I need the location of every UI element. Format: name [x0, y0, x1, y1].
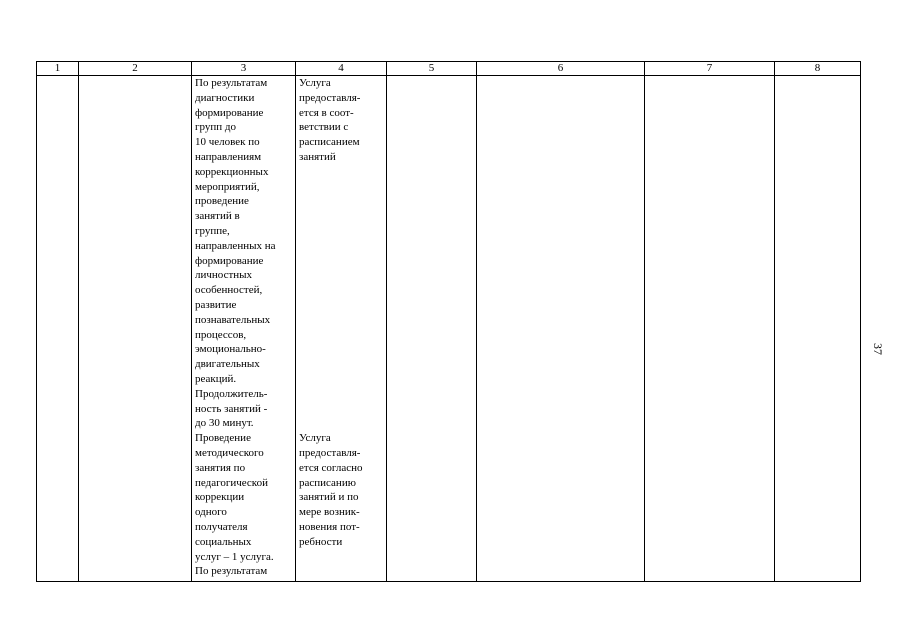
header-cell-3: 3 — [192, 62, 296, 76]
header-cell-1: 1 — [37, 62, 79, 76]
header-cell-6: 6 — [477, 62, 645, 76]
header-cell-4: 4 — [296, 62, 387, 76]
cell-col-2 — [79, 76, 192, 582]
cell-col-7 — [645, 76, 775, 582]
cell-col-5 — [387, 76, 477, 582]
cell-col-8 — [775, 76, 861, 582]
cell-col-6 — [477, 76, 645, 582]
service-schedule-block-2: Услуга предоставля- ется согласно расписанию занятий и по мере возник- новения пот- ребности — [299, 432, 363, 548]
header-cell-7: 7 — [645, 62, 775, 76]
page-number: 37 — [871, 343, 885, 355]
header-cell-2: 2 — [79, 62, 192, 76]
header-cell-5: 5 — [387, 62, 477, 76]
table-row — [37, 76, 861, 582]
cell-col-4 — [296, 76, 387, 582]
document-table — [36, 61, 861, 582]
header-cell-8: 8 — [775, 62, 861, 76]
service-description-block-1: По результатам диагностики формирование групп до 10 человек по направлениям коррекционных мероприятий, проведение занятий в группе, направленных на формирование личностных особенностей, развитие познавательных процессов, эмоционально- двигательных реакций. Продолжитель- ность занятий - до 30 минут. — [195, 77, 276, 430]
cell-col-3 — [192, 76, 296, 582]
service-description-block-2: Проведение методического занятия по педагогической коррекции одного получателя социальных услуг – 1 услуга. По результатам — [195, 432, 274, 578]
service-schedule-block-1: Услуга предоставля- ется в соот- ветствии с расписанием занятий — [299, 77, 361, 163]
cell-col-1 — [37, 76, 79, 582]
header-row — [37, 62, 861, 76]
